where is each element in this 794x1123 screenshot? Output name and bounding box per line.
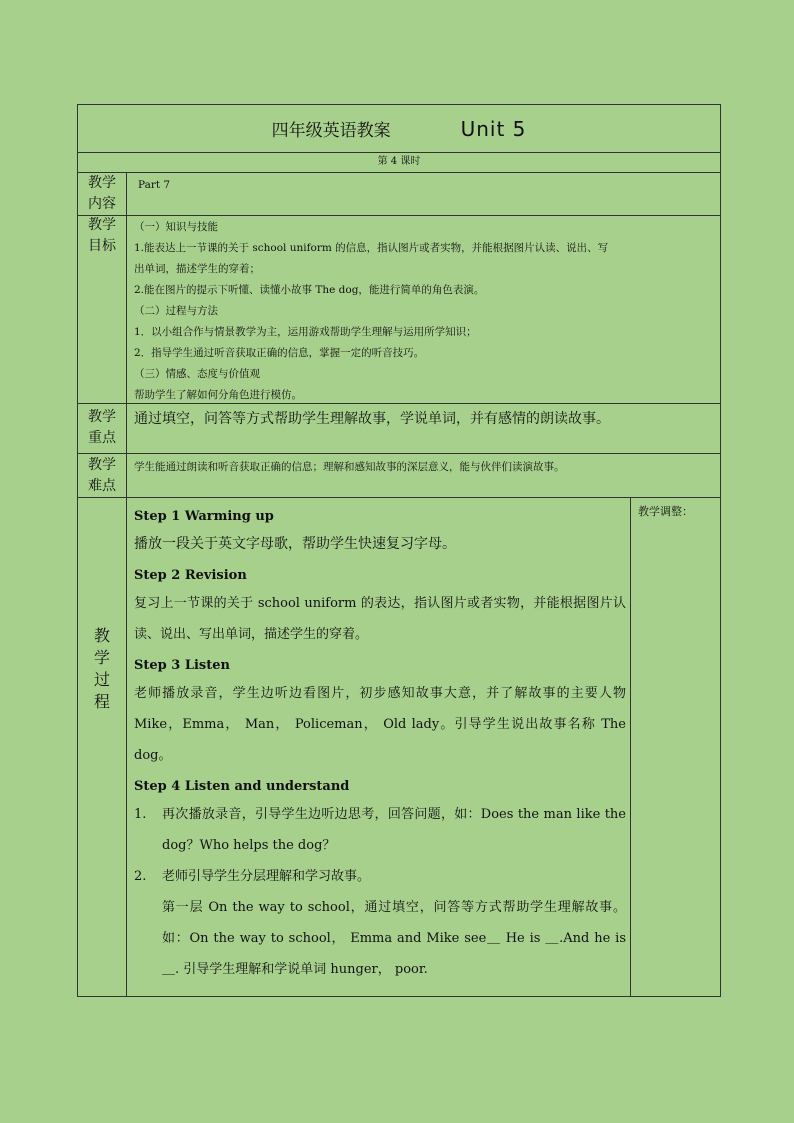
step3-text: 老师播放录音，学生边听边看图片，初步感知故事大意，并了解故事的主要人物 Mike，Emma， Man， Policeman， Old lady。引导学生说出故事名称 The dog。 [134, 686, 626, 763]
difficulty-label: 教学 难点 [88, 457, 116, 494]
objectives-text: （一）知识与技能 1.能表达上一节课的关于 school uniform 的信息，指认图片或者实物，并能根据图片认读、说出、写 出单词，描述学生的穿着； 2.能在图片的提示下听懂、读懂小故事 The dog，能进行简单的角色表演。 （二）过程与方法 1．以小组合作与情景教学为主，运用游戏帮助学生理解与运用所学知识； 2．指导学生通过听音获取正确的信息，掌握一定的听音技巧。 （三）情感、态度与价值观 帮助学生了解如何分角色进行模仿。 [134, 221, 609, 401]
process-content [134, 501, 626, 985]
step4-item-1: 1. 再次播放录音，引导学生边听边思考，回答问题，如：Does the man like the dog？Who helps the dog？ [134, 807, 626, 853]
objectives-label: 教学 目标 [88, 217, 116, 254]
plan-title: 四年级英语教案 [271, 121, 391, 141]
content-label: 教学 内容 [88, 175, 116, 212]
content-text: Part 7 [138, 179, 171, 191]
step2-title: Step 2 Revision [134, 568, 247, 583]
title-row [78, 105, 720, 152]
step4-title: Step 4 Listen and understand [134, 779, 350, 794]
step2-text: 复习上一节课的关于 school uniform 的表达，指认图片或者实物，并能根据图片认读、说出、写出单词，描述学生的穿着。 [134, 596, 626, 642]
step1-title: Step 1 Warming up [134, 509, 274, 524]
process-label: 教 学 过 程 [93, 626, 110, 711]
lesson-number: 第 4 课时 [377, 156, 421, 167]
lesson-plan-table [77, 104, 721, 997]
step1-text: 播放一段关于英文字母歌，帮助学生快速复习字母。 [134, 536, 456, 552]
difficulty-text: 学生能通过朗读和听音获取正确的信息；理解和感知故事的深层意义，能与伙伴们读演故事。 [134, 461, 565, 473]
key-points-label: 教学 重点 [88, 409, 116, 446]
step3-title: Step 3 Listen [134, 658, 230, 673]
step4-item-2: 2. 老师引导学生分层理解和学习故事。 [134, 869, 371, 884]
key-points-text: 通过填空，问答等方式帮助学生理解故事，学说单词，并有感情的朗读故事。 [134, 411, 610, 427]
adjustment-label: 教学调整： [638, 505, 693, 518]
unit-title: Unit 5 [460, 116, 527, 141]
step4-layer-1: 第一层 On the way to school，通过填空，问答等方式帮助学生理解故事。如：On the way to school， Emma and Mike see＿ He is ＿.And he is ＿. 引导学生理解和学说单词 hunger， poor. [162, 900, 626, 977]
